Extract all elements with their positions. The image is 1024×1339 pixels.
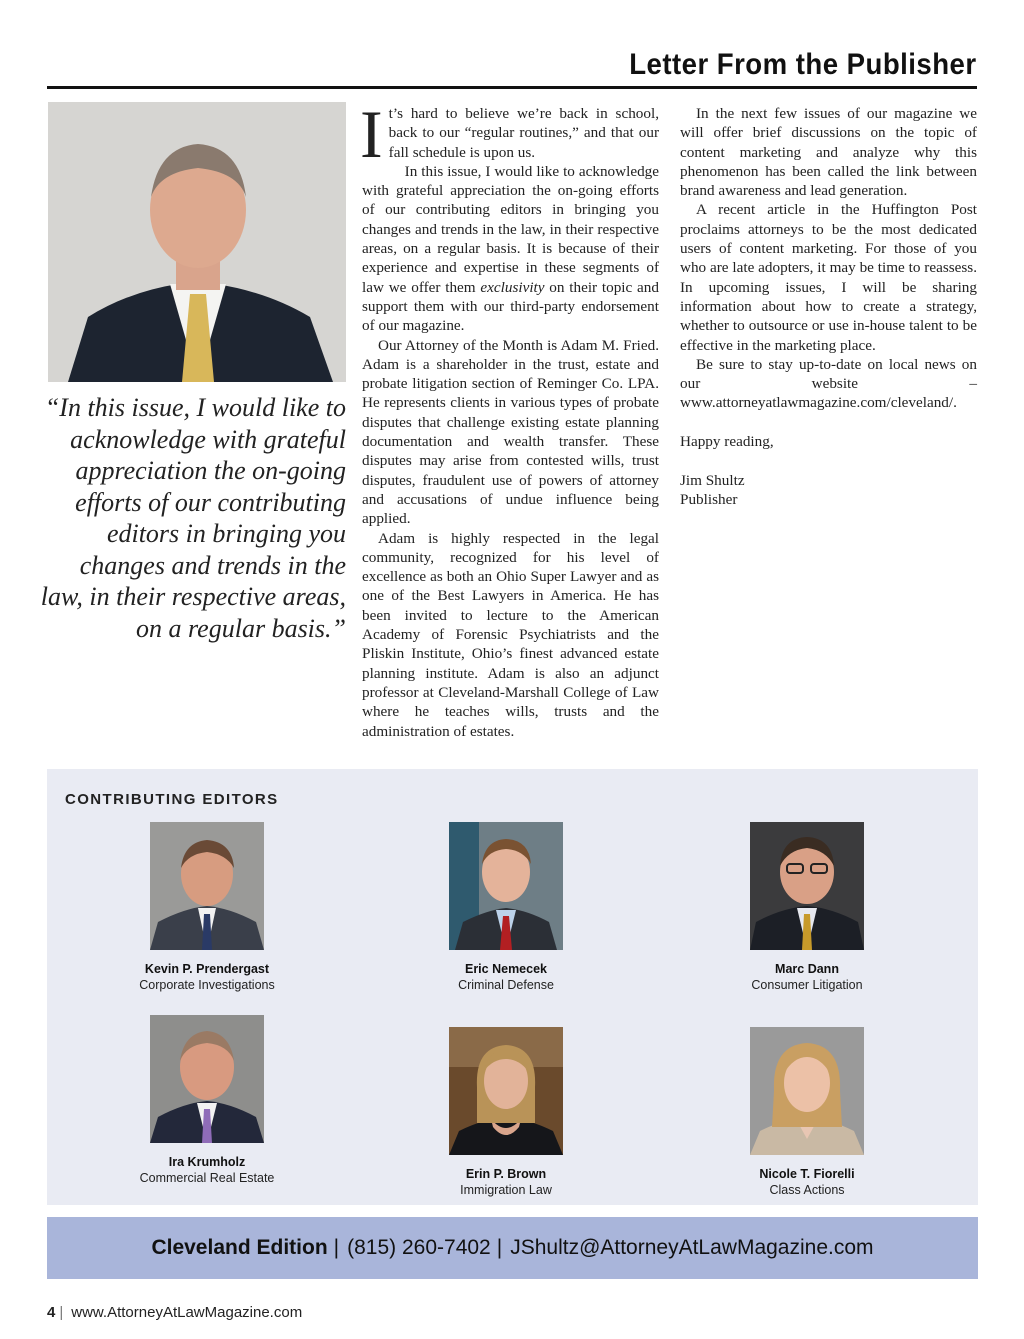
pull-quote: “In this issue, I would like to acknowledge with grateful appreciation the on-going efforts of our contributing editors in bringing you changes and trends in the law, in their respective areas, on a regular basis.” — [40, 393, 346, 643]
publisher-photo — [48, 102, 346, 382]
editor-card — [97, 1015, 317, 1185]
email-link[interactable]: JShultz@AttorneyAtLawMagazine.com — [510, 1236, 874, 1259]
editor-name: Marc Dann — [775, 962, 839, 976]
paragraph-4-text: Adam is highly respected in the legal community, recognized for his level of excellence as both an Ohio Super Lawyer and as one of the Best Lawyers in America. He has been invited to lecture to the American Academy of Forensic Psychiatrists and the Pliskin Institute, Ohio’s finest advanced estate planning institute. Adam is also an adjunct professor at Cleveland-Marshall College of Law where he teaches wills, trusts and the administration of estates. — [362, 529, 659, 740]
paragraph-5: In the next few issues of our magazine we will offer brief discussions on the topic of content marketing and analyze why this phenomenon has been called the link between brand awareness and lead generation. — [680, 105, 977, 200]
editor-specialty: Immigration Law — [460, 1183, 552, 1197]
separator: | — [59, 1304, 64, 1321]
separator: | — [333, 1236, 340, 1259]
separator: | — [496, 1236, 503, 1259]
editor-card — [697, 1027, 917, 1197]
paragraph-6: A recent article in the Huffington Post proclaims attorneys to be the most dedicated users of content marketing. For those of you who are late adopters, it may be time to reassess. In upcoming issues, I will be sharing information about how to create a strategy, whether to outsource or use in-house talent to be effective in the marketing place. — [680, 201, 977, 354]
editor-name: Nicole T. Fiorelli — [759, 1167, 855, 1181]
page-title: Letter From the Publisher — [629, 48, 977, 81]
editor-card — [396, 1027, 616, 1197]
page-number: 4 — [47, 1304, 56, 1321]
editor-specialty: Class Actions — [769, 1183, 845, 1197]
letter-column-1 — [360, 96, 659, 741]
contact-banner — [47, 1217, 978, 1279]
editor-card — [697, 822, 917, 992]
page-footer — [47, 1304, 302, 1321]
editor-specialty: Commercial Real Estate — [139, 1171, 275, 1185]
letter-column-2 — [680, 104, 977, 509]
editor-card — [97, 822, 317, 992]
editor-name: Erin P. Brown — [465, 1167, 547, 1181]
editor-specialty: Criminal Defense — [458, 978, 554, 992]
paragraph-3: Our Attorney of the Month is Adam M. Fried. Adam is a shareholder in the trust, estate and probate litigation section of Reminger Co. LPA. He represents clients in various types of probate disputes that challenge existing estate planning documentation and wealth transfer. These disputes may arise from contested wills, trust disputes, fraudulent use of powers of attorney and accusations of undue influence being applied. — [362, 336, 659, 528]
paragraph-1: t’s hard to believe we’re back in school, back to our “regular routines,” and that our fall schedule is upon us. — [388, 105, 659, 161]
editor-name: Eric Nemecek — [464, 962, 547, 976]
phone-number[interactable]: (815) 260-7402 — [347, 1236, 491, 1259]
website-link[interactable]: www.AttorneyAtLawMagazine.com — [71, 1304, 303, 1321]
editor-photo — [449, 822, 563, 950]
drop-cap: I — [360, 96, 383, 172]
editor-photo — [150, 822, 264, 950]
editor-name: Kevin P. Prendergast — [144, 962, 270, 976]
editors-title: CONTRIBUTING EDITORS — [65, 791, 279, 808]
header-rule — [47, 86, 977, 89]
editor-name: Ira Krumholz — [168, 1155, 246, 1169]
closing: Happy reading, — [680, 433, 774, 451]
signature-title: Publisher — [680, 490, 738, 508]
editor-photo — [449, 1027, 563, 1155]
signature-name: Jim Shultz — [680, 471, 745, 489]
editor-photo — [750, 822, 864, 950]
paragraph-4-start — [362, 529, 659, 741]
editor-photo — [750, 1027, 864, 1155]
contributing-editors-panel — [47, 769, 978, 1205]
editor-specialty: Consumer Litigation — [751, 978, 863, 992]
paragraph-2: In this issue, I would like to acknowledge with grateful appreciation the on-going efforts of our contributing editors in bringing you changes and trends in the law, in their respective areas, on a regular basis. It is because of their experience and expertise in these segments of law we offer them exclusivity on their topic and support them with our third-party endorsement of our magazine. — [362, 162, 659, 335]
editor-specialty: Corporate Investigations — [139, 978, 275, 992]
paragraph-7: Be sure to stay up-to-date on local news on our website – www.attorneyatlawmagazine.com/cleveland/. — [680, 355, 977, 412]
edition-label: Cleveland Edition — [151, 1236, 328, 1259]
editor-photo — [150, 1015, 264, 1143]
editor-card — [396, 822, 616, 992]
